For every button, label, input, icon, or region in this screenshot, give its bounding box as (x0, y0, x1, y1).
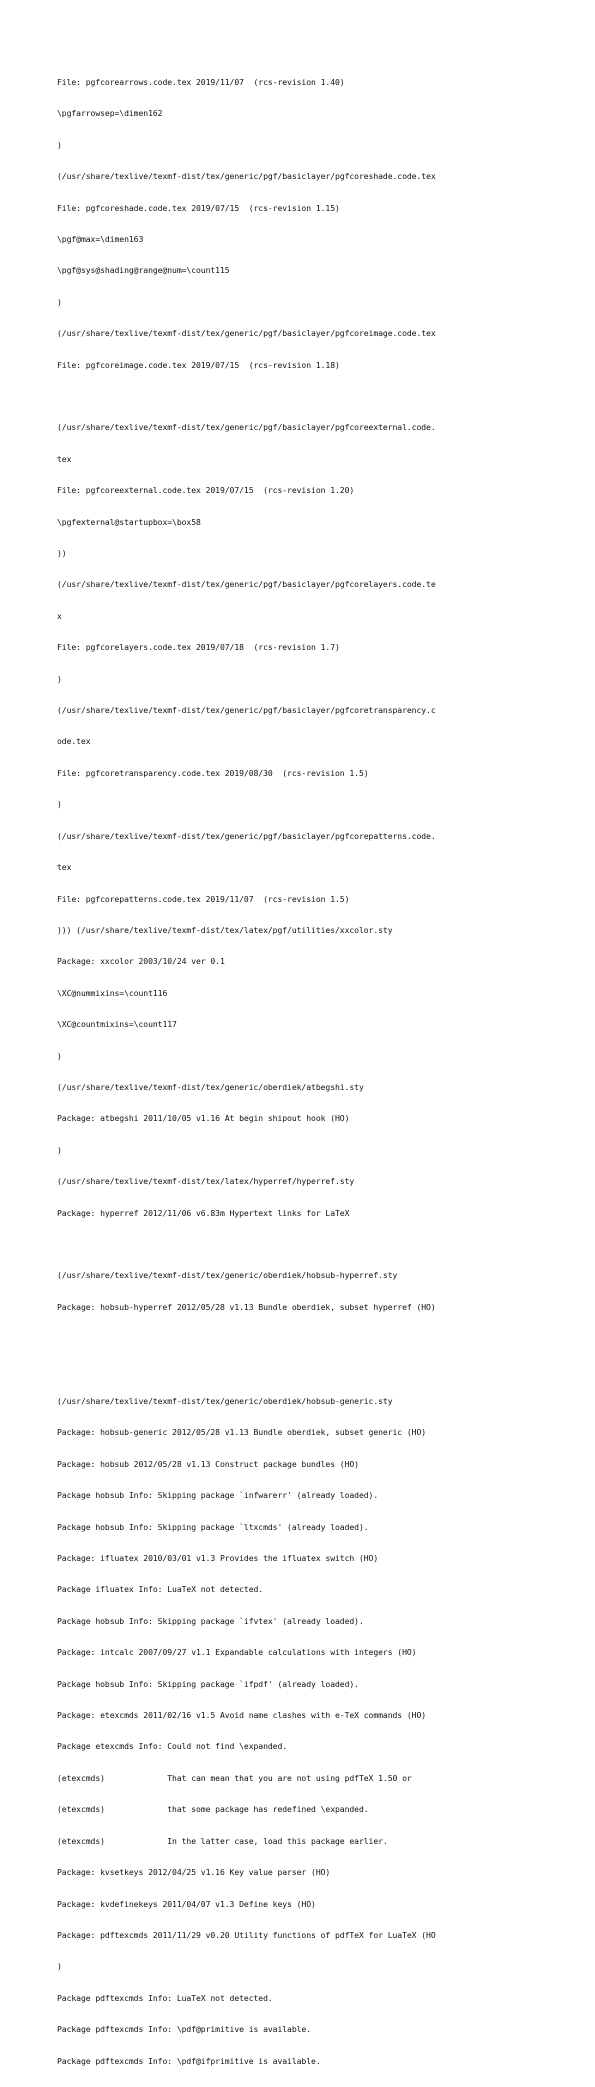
log-line: Package etexcmds Info: Could not find \expanded. (57, 1741, 288, 1752)
log-line: Package: hobsub-hyperref 2012/05/28 v1.13 Bundle oberdiek, subset hyperref (HO) (57, 1301, 436, 1312)
log-line: Package ifluatex Info: LuaTeX not detected. (57, 1584, 264, 1595)
log-line: (/usr/share/texlive/texmf-dist/tex/generic/pgf/basiclayer/pgfcoreexternal.code. (57, 422, 436, 433)
log-line: (/usr/share/texlive/texmf-dist/tex/latex/hyperref/hyperref.sty (57, 1176, 355, 1187)
log-line: ) (57, 1050, 62, 1061)
log-line: File: pgfcoretransparency.code.tex 2019/08/30 (rcs-revision 1.5) (57, 767, 369, 778)
log-line: \pgfarrowsep=\dimen162 (57, 108, 163, 119)
log-line: Package hobsub Info: Skipping package `ltxcmds' (already loaded). (57, 1521, 369, 1532)
log-line: Package hobsub Info: Skipping package `ifvtex' (already loaded). (57, 1615, 364, 1626)
log-line: Package pdftexcmds Info: LuaTeX not detected. (57, 1992, 273, 2003)
log-line: Package: pdftexcmds 2011/11/29 v0.20 Utility functions of pdfTeX for LuaTeX (HO (57, 1929, 436, 1940)
log-line (57, 1365, 537, 1375)
log-line: Package hobsub Info: Skipping package `infwarerr' (already loaded). (57, 1490, 379, 1501)
log-line: Package: etexcmds 2011/02/16 v1.5 Avoid name clashes with e-TeX commands (HO) (57, 1710, 427, 1721)
log-line: tex (57, 862, 72, 873)
log-line: \pgf@sys@shading@range@num=\count115 (57, 265, 230, 276)
log-line: Package pdftexcmds Info: \pdf@ifprimitive is available. (57, 2055, 321, 2066)
log-text-block (57, 56, 537, 2087)
log-line: File: pgfcoreexternal.code.tex 2019/07/15 (rcs-revision 1.20) (57, 485, 355, 496)
log-line: Package pdftexcmds Info: \pdf@primitive is available. (57, 2024, 312, 2035)
log-line: Package: xxcolor 2003/10/24 ver 0.1 (57, 956, 225, 967)
log-line: (etexcmds) In the latter case, load this package earlier. (57, 1835, 388, 1846)
log-line (57, 1239, 537, 1249)
log-line: Package: intcalc 2007/09/27 v1.1 Expandable calculations with integers (HO) (57, 1647, 417, 1658)
log-line (57, 391, 537, 401)
log-line: File: pgfcorearrows.code.tex 2019/11/07 (rcs-revision 1.40) (57, 76, 345, 87)
log-line: (/usr/share/texlive/texmf-dist/tex/generic/oberdiek/hobsub-generic.sty (57, 1396, 393, 1406)
log-line: \XC@nummixins=\count116 (57, 987, 168, 998)
log-line: ) (57, 673, 62, 684)
log-line: \XC@countmixins=\count117 (57, 1019, 177, 1030)
log-line: Package: kvsetkeys 2012/04/25 v1.16 Key value parser (HO) (57, 1867, 331, 1878)
log-line: ) (57, 1961, 62, 1972)
log-line: Package: atbegshi 2011/10/05 v1.16 At begin shipout hook (HO) (57, 1113, 350, 1124)
log-line: (/usr/share/texlive/texmf-dist/tex/generic/pgf/basiclayer/pgfcoreshade.code.tex (57, 171, 436, 182)
log-line: Package: ifluatex 2010/03/01 v1.3 Provides the ifluatex switch (HO) (57, 1553, 379, 1564)
log-line: ) (57, 799, 62, 810)
log-line: File: pgfcorelayers.code.tex 2019/07/18 (rcs-revision 1.7) (57, 642, 340, 653)
log-line (57, 1333, 537, 1343)
log-line: x (57, 610, 62, 621)
log-line: File: pgfcoreshade.code.tex 2019/07/15 (rcs-revision 1.15) (57, 202, 340, 213)
log-line: \pgf@max=\dimen163 (57, 233, 144, 244)
log-line: ) (57, 1144, 62, 1155)
log-line: File: pgfcoreimage.code.tex 2019/07/15 (rcs-revision 1.18) (57, 359, 340, 370)
log-line: (etexcmds) That can mean that you are not using pdfTeX 1.50 or (57, 1772, 412, 1783)
log-line: ) (57, 139, 62, 150)
log-line: (/usr/share/texlive/texmf-dist/tex/generic/pgf/basiclayer/pgfcoreimage.code.tex (57, 328, 436, 339)
log-line: )) (57, 548, 67, 559)
log-line: (/usr/share/texlive/texmf-dist/tex/generic/oberdiek/atbegshi.sty (57, 1081, 364, 1092)
log-line: (etexcmds) that some package has redefined \expanded. (57, 1804, 369, 1815)
log-line: tex (57, 453, 72, 464)
log-line: File: pgfcorepatterns.code.tex 2019/11/07 (rcs-revision 1.5) (57, 893, 350, 904)
log-line: (/usr/share/texlive/texmf-dist/tex/generic/pgf/basiclayer/pgfcorelayers.code.te (57, 579, 436, 590)
log-line: Package: hyperref 2012/11/06 v6.83m Hypertext links for LaTeX (57, 1207, 350, 1218)
log-line: ode.tex (57, 736, 91, 747)
log-line: (/usr/share/texlive/texmf-dist/tex/generic/pgf/basiclayer/pgfcoretransparency.c (57, 705, 436, 716)
log-line: Package: kvdefinekeys 2011/04/07 v1.3 Define keys (HO) (57, 1898, 316, 1909)
log-line: ))) (/usr/share/texlive/texmf-dist/tex/latex/pgf/utilities/xxcolor.sty (57, 924, 393, 935)
log-line: (/usr/share/texlive/texmf-dist/tex/generic/pgf/basiclayer/pgfcorepatterns.code. (57, 830, 436, 841)
log-line: \pgfexternal@startupbox=\box58 (57, 516, 201, 527)
log-line: Package: hobsub 2012/05/28 v1.13 Construct package bundles (HO) (57, 1458, 359, 1469)
log-line: (/usr/share/texlive/texmf-dist/tex/generic/oberdiek/hobsub-hyperref.sty (57, 1270, 398, 1281)
log-line: ) (57, 296, 62, 307)
log-line: Package: hobsub-generic 2012/05/28 v1.13 Bundle oberdiek, subset generic (HO) (57, 1427, 427, 1438)
log-line: Package hobsub Info: Skipping package `ifpdf' (already loaded). (57, 1678, 359, 1689)
